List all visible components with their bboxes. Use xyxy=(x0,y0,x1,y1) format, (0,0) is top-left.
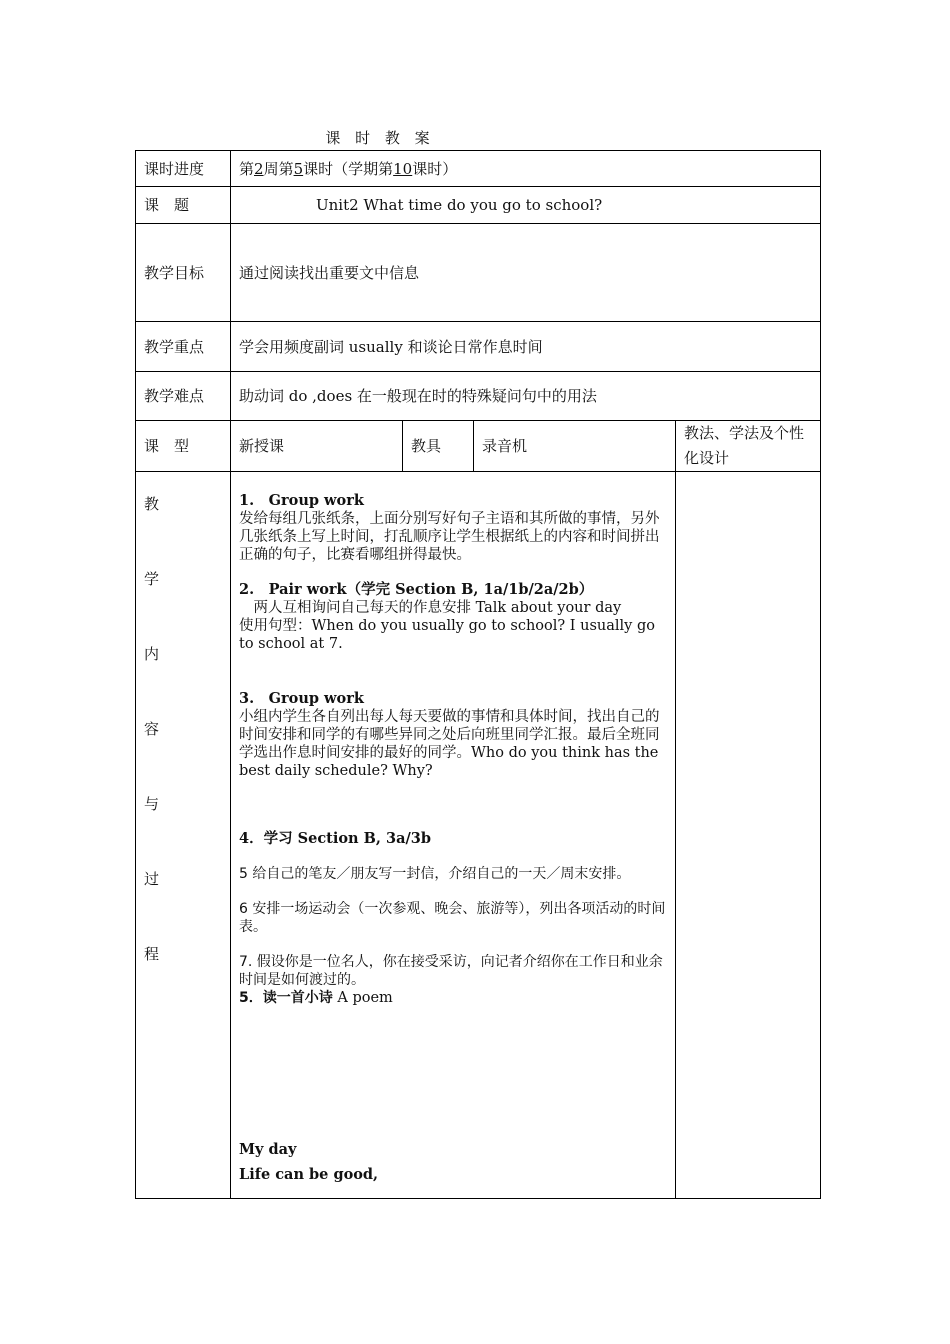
row-progress xyxy=(136,151,821,187)
objective-value: 通过阅读找出重要文中信息 xyxy=(231,224,821,322)
row-objective xyxy=(136,224,821,322)
lesson-type-value: 新授课 xyxy=(231,421,403,472)
label-topic: 课 题 xyxy=(136,187,231,224)
item4: 4．学习 Section B, 3a/3b xyxy=(239,830,431,847)
item8-label: 5．读一首小诗 xyxy=(239,990,333,1006)
label-objective: 教学目标 xyxy=(136,224,231,322)
item8 xyxy=(239,989,667,1007)
progress-text: 周第 xyxy=(263,159,294,178)
item7: 7. 假设你是一位名人，你在接受采访，向记者介绍你在工作日和业余时间是如何渡过的。 xyxy=(239,954,663,988)
process-content xyxy=(231,472,676,1199)
label-lesson-type: 课 型 xyxy=(136,421,231,472)
item1-text: 发给每组几张纸条，上面分别写好句子主语和其所做的事情，另外几张纸条上写上时间，打乱顺序让学生根据纸上的内容和时间拼出正确的句子，比赛看哪组拼得最快。 xyxy=(239,511,660,563)
side-char: 容 xyxy=(144,720,160,738)
side-char: 与 xyxy=(144,795,160,813)
row-topic xyxy=(136,187,821,224)
teaching-aids-value: 录音机 xyxy=(474,421,676,472)
methods-notes-cell xyxy=(676,472,821,1199)
progress-text: 第 xyxy=(239,159,255,178)
side-char: 程 xyxy=(144,945,160,963)
side-char: 教 xyxy=(144,495,160,513)
item3-title: 3. Group work xyxy=(239,690,364,707)
item2-line2: 使用句型：When do you usually go to school? I usually go to school at 7. xyxy=(239,618,655,652)
label-key-point: 教学重点 xyxy=(136,322,231,372)
label-difficulty: 教学难点 xyxy=(136,372,231,421)
period-number: 5 xyxy=(293,159,304,178)
progress-text: 课时（学期第 xyxy=(303,159,394,178)
item2-line1: 两人互相询问自己每天的作息安排 Talk about your day xyxy=(239,600,622,616)
document-title: 课 时 教 案 xyxy=(325,129,435,147)
item5: 5 给自己的笔友／朋友写一封信，介绍自己的一天／周末安排。 xyxy=(239,866,631,882)
difficulty-value: 助动词 do ,does 在一般现在时的特殊疑问句中的用法 xyxy=(231,372,821,421)
item1-title: 1. Group work xyxy=(239,492,364,509)
lesson-plan-table xyxy=(135,150,821,1199)
row-lesson-type xyxy=(136,421,821,472)
side-char: 内 xyxy=(144,645,160,663)
progress-value xyxy=(231,151,821,187)
row-difficulty xyxy=(136,372,821,421)
label-methods: 教法、学法及个性化设计 xyxy=(676,421,821,472)
item3-text: 小组内学生各自列出每人每天要做的事情和具体时间，找出自己的时间安排和同学的有哪些异同之处后向班里同学汇报。最后全班同学选出作息时间安排的最好的同学。Who do you think has the best daily schedule? Why? xyxy=(239,709,660,779)
term-period-number: 10 xyxy=(393,159,413,178)
side-char: 学 xyxy=(144,570,160,588)
week-number: 2 xyxy=(254,159,264,178)
poem-line-1: Life can be good, xyxy=(239,1166,379,1183)
item2-title: 2. Pair work（学完 Section B, 1a/1b/2a/2b） xyxy=(239,581,594,598)
row-teaching-process xyxy=(136,472,821,1199)
poem-title: My day xyxy=(239,1141,297,1158)
side-char: 过 xyxy=(144,870,160,888)
key-point-value: 学会用频度副词 usually 和谈论日常作息时间 xyxy=(231,322,821,372)
label-progress: 课时进度 xyxy=(136,151,231,187)
row-key-point xyxy=(136,322,821,372)
progress-text: 课时） xyxy=(412,159,458,178)
label-teaching-aids: 教具 xyxy=(403,421,474,472)
process-side-label xyxy=(136,472,231,1199)
item6: 6 安排一场运动会（一次参观、晚会、旅游等），列出各项活动的时间表。 xyxy=(239,901,666,935)
topic-value: Unit2 What time do you go to school? xyxy=(231,187,821,224)
item8-text: A poem xyxy=(337,990,393,1006)
